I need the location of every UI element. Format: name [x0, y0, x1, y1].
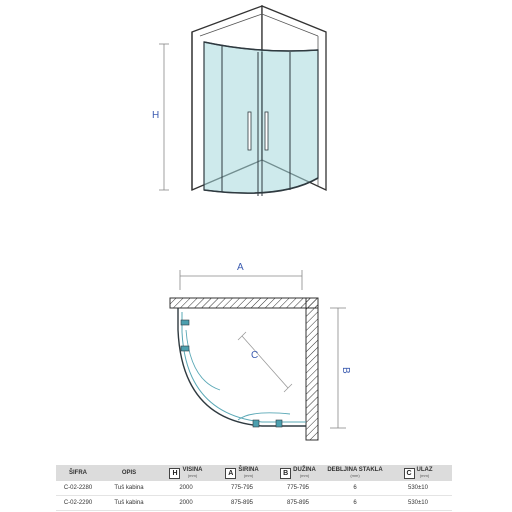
glass-enclosure: [204, 42, 318, 193]
header-entry-letter: C: [404, 468, 415, 479]
header-depth: [270, 465, 326, 481]
shower-plan-view: [170, 262, 351, 440]
cell-depth: 775-795: [270, 481, 326, 496]
cell-desc: Tuš kabina: [100, 496, 158, 511]
header-width: [214, 465, 270, 481]
header-height-unit: (mm): [187, 473, 198, 478]
header-depth-unit: (mm): [299, 473, 310, 478]
header-height-name: VISINA: [182, 467, 203, 473]
height-label: H: [152, 110, 160, 121]
width-dimension: [180, 262, 302, 290]
cell-entry: 530±10: [384, 481, 452, 496]
cell-glass: 6: [326, 481, 384, 496]
table-header-row: [56, 465, 452, 481]
header-entry: [384, 465, 452, 481]
header-height-letter: H: [169, 468, 180, 479]
table-row: [56, 481, 452, 496]
door-swing-left: [186, 330, 220, 390]
cell-code: C-02-2290: [56, 496, 100, 511]
cell-depth: 875-895: [270, 496, 326, 511]
entry-label: C: [251, 350, 259, 361]
cell-width: 875-895: [214, 496, 270, 511]
door-handle-right: [265, 112, 268, 150]
cell-width: 775-795: [214, 481, 270, 496]
height-dimension: [152, 44, 169, 190]
header-desc: OPIS: [100, 465, 158, 481]
header-glass-name: DEBLJINA STAKLA: [327, 467, 383, 473]
header-width-unit: (mm): [243, 473, 254, 478]
cell-code: C-02-2280: [56, 481, 100, 496]
header-depth-letter: B: [280, 468, 291, 479]
header-width-letter: A: [225, 468, 236, 479]
entry-dimension: [238, 332, 292, 392]
door-handle-left: [248, 112, 251, 150]
header-glass: [326, 465, 384, 481]
header-width-name: ŠIRINA: [238, 467, 259, 473]
header-code: ŠIFRA: [56, 465, 100, 481]
header-entry-name: ULAZ: [416, 467, 433, 473]
cell-glass: 6: [326, 496, 384, 511]
cell-height: 2000: [158, 481, 214, 496]
spec-table: [56, 465, 452, 511]
table-row: [56, 496, 452, 511]
header-depth-name: DUŽINA: [293, 467, 316, 473]
width-label: A: [237, 262, 244, 273]
header-glass-unit: (mm): [350, 473, 360, 478]
header-entry-unit: (mm): [419, 473, 430, 478]
cell-desc: Tuš kabina: [100, 481, 158, 496]
depth-label: B: [340, 367, 351, 374]
plan-wall-right: [306, 298, 318, 440]
shower-3d-view: [152, 6, 326, 196]
depth-dimension: [330, 308, 351, 428]
header-height: [158, 465, 214, 481]
plan-curved-glass: [178, 308, 306, 426]
cell-height: 2000: [158, 496, 214, 511]
cell-entry: 530±10: [384, 496, 452, 511]
plan-wall-top: [170, 298, 318, 308]
